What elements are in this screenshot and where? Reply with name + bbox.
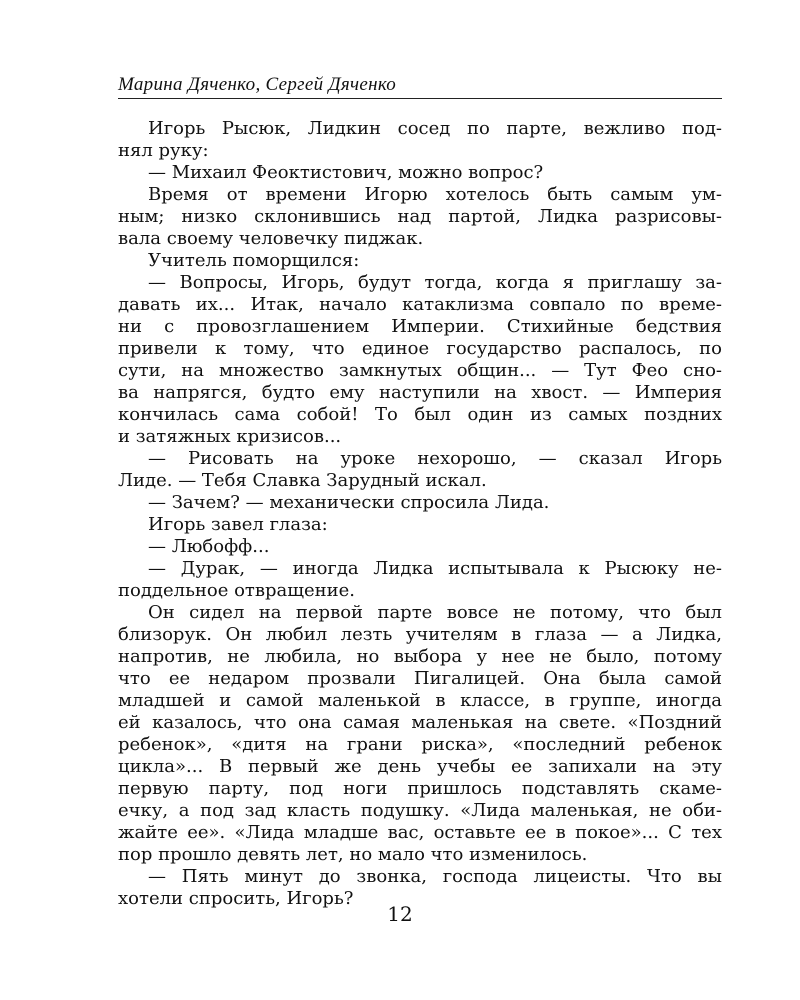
text-line: что ее недаром прозвали Пигалицей. Она была самой xyxy=(118,668,722,689)
text-line: ребенок», «дитя на грани риска», «последний ребенок xyxy=(118,734,722,755)
text-line: — Рисовать на уроке нехорошо, — сказал Игорь xyxy=(148,448,722,469)
text-line: хотели спросить, Игорь? xyxy=(118,888,354,909)
text-line: Игорь Рысюк, Лидкин сосед по парте, вежливо под- xyxy=(148,118,722,139)
text-line: — Дурак, — иногда Лидка испытывала к Рысюку не- xyxy=(148,558,722,579)
text-line: ей казалось, что она самая маленькая на свете. «Поздний xyxy=(118,712,722,733)
page-number: 12 xyxy=(387,902,413,926)
text-line: пор прошло девять лет, но мало что изменилось. xyxy=(118,844,588,865)
text-line: и затяжных кризисов... xyxy=(118,426,342,447)
text-line: первую парту, под ноги пришлось подставлять скаме- xyxy=(118,778,722,799)
text-line: вала своему человечку пиджак. xyxy=(118,228,424,249)
text-line: близорук. Он любил лезть учителям в глаза — а Лидка, xyxy=(118,624,722,645)
text-line: — Любофф... xyxy=(148,536,270,557)
text-line: Лиде. — Тебя Славка Зарудный искал. xyxy=(118,470,487,491)
text-line: ечку, а под зад класть подушку. «Лида маленькая, не оби- xyxy=(118,800,722,821)
text-line: — Михаил Феоктистович, можно вопрос? xyxy=(148,162,544,183)
text-line: сути, на множество замкнутых общин... — Тут Фео сно- xyxy=(118,360,722,381)
text-line: Время от времени Игорю хотелось быть самым ум- xyxy=(148,184,722,205)
text-line: — Пять минут до звонка, господа лицеисты. Что вы xyxy=(148,866,722,887)
text-line: кончилась сама собой! То был один из самых поздних xyxy=(118,404,722,425)
text-line: Игорь завел глаза: xyxy=(148,514,328,535)
text-line: привели к тому, что единое государство распалось, по xyxy=(118,338,722,359)
text-line: — Вопросы, Игорь, будут тогда, когда я приглашу за- xyxy=(148,272,722,293)
text-line: ным; низко склонившись над партой, Лидка разрисовы- xyxy=(118,206,722,227)
running-title: Марина Дяченко, Сергей Дяченко xyxy=(118,74,397,95)
text-line: поддельное отвращение. xyxy=(118,580,356,601)
text-line: Он сидел на первой парте вовсе не потому, что был xyxy=(148,602,722,623)
text-line: жайте ее». «Лида младше вас, оставьте ее в покое»... С тех xyxy=(118,822,722,843)
text-line: нял руку: xyxy=(118,140,209,161)
text-line: цикла»... В первый же день учебы ее запихали на эту xyxy=(118,756,722,777)
text-line: младшей и самой маленькой в классе, в группе, иногда xyxy=(118,690,722,711)
text-line: давать их... Итак, начало катаклизма совпало по време- xyxy=(118,294,722,315)
text-line: ни с провозглашением Империи. Стихийные бедствия xyxy=(118,316,722,337)
text-line: — Зачем? — механически спросила Лида. xyxy=(148,492,550,513)
text-line: ва напрягся, будто ему наступили на хвост. — Империя xyxy=(118,382,722,403)
text-line: напротив, не любила, но выбора у нее не было, потому xyxy=(118,646,722,667)
running-header xyxy=(118,70,722,99)
text-line: Учитель поморщился: xyxy=(148,250,360,271)
body-text xyxy=(118,118,722,910)
